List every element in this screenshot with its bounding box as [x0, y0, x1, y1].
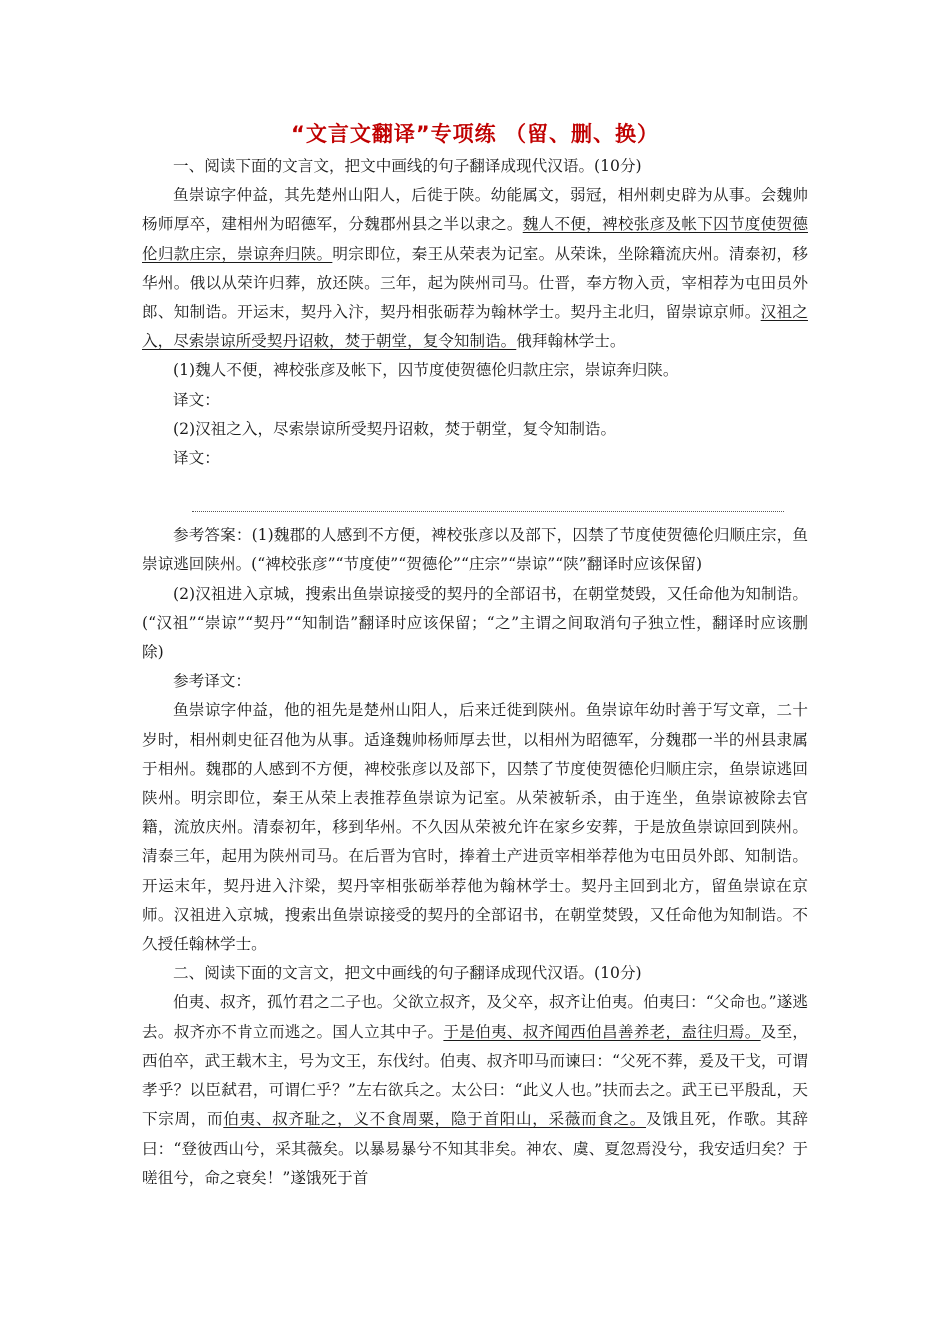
answer-space — [142, 473, 808, 502]
dotted-divider — [192, 511, 784, 512]
passage-text: 俄拜翰林学士。 — [516, 332, 626, 351]
translation-label-2: 译文： — [173, 449, 220, 468]
translation-label-1: 译文： — [173, 390, 220, 409]
underlined-sentence-4: 伯夷、叔齐耻之，义不食周粟，隐于首阳山，采薇而食之。 — [223, 1110, 647, 1129]
underlined-sentence-1: 魏人不便，裨校张彦及帐下囚节度使贺德伦归款庄宗，崇谅奔归陕。 — [142, 215, 808, 263]
reference-answer-2: (2)汉祖进入京城，搜索出鱼崇谅接受的契丹的全部诏书，在朝堂焚毁，又任命他为知制诰。(“汉祖”“崇谅”“契丹”“知制诰”翻译时应该保留；“之”主谓之间取消句子独立性，翻译时应该删除) — [142, 584, 808, 662]
page-title: “文言文翻译”专项练 （留、删、换） — [291, 122, 659, 146]
reference-translation: 鱼崇谅字仲益，他的祖先是楚州山阳人，后来迁徙到陕州。鱼崇谅年幼时善于写文章，二十岁时，相州刺史征召他为从事。适逢魏帅杨师厚去世，以相州为昭德军，分魏郡一半的州县隶属于相州。魏郡的人感到不方便，裨校张彦以及部下，囚禁了节度使贺德伦归顺庄宗，鱼崇谅逃回陕州。明宗即位，秦王从荣上表推荐鱼崇谅为记室。从荣被斩杀，由于连坐，鱼崇谅被除去官籍，流放庆州。清泰初年，移到华州。不久因从荣被允许在家乡安葬，于是放鱼崇谅回到陕州。清泰三年，起用为陕州司马。在后晋为官时，捧着土产进贡宰相举荐他为屯田员外郎、知制诰。开运末年，契丹进入汴梁，契丹宰相张砺举荐他为翰林学士。契丹主回到北方，留鱼崇谅在京师。汉祖进入京城，搜索出鱼崇谅接受的契丹的全部诏书，在朝堂焚毁，又任命他为知制诰。不久授任翰林学士。 — [142, 701, 808, 954]
section1-passage — [142, 181, 808, 356]
underlined-sentence-2: 汉祖之入，尽索崇谅所受契丹诏敕，焚于朝堂，复令知制诰。 — [142, 303, 808, 351]
question-2: (2)汉祖之入，尽索崇谅所受契丹诏敕，焚于朝堂，复令知制诰。 — [173, 419, 617, 438]
section1-heading: 一、阅读下面的文言文，把文中画线的句子翻译成现代汉语。(10分) — [173, 157, 642, 175]
passage-text: 明宗即位，秦王从荣表为记室。从荣诛，坐除籍流庆州。清泰初，移华州。俄以从荣许归葬，放还陕。三年，起为陕州司马。仕晋，奉方物入贡，宰相荐为屯田员外郎、知制诰。开运末，契丹入汴，契丹相张砺荐为翰林学士。契丹主北归，留崇谅京师。 — [142, 244, 808, 322]
passage-text: 鱼崇谅字仲益，其先楚州山阳人，后徙于陕。幼能属文，弱冠，相州刺史辟为从事。会魏帅杨师厚卒，建相州为昭德军，分魏郡州县之半以隶之。 — [142, 186, 808, 234]
reference-translation-label: 参考译文： — [173, 672, 251, 691]
passage-text: 伯夷、叔齐，孤竹君之二子也。父欲立叔齐，及父卒，叔齐让伯夷。伯夷曰：“父命也。”遂逃去。叔齐亦不肯立而逃之。国人立其中子。 — [142, 993, 808, 1041]
document-body — [142, 152, 808, 1193]
section2-heading: 二、阅读下面的文言文，把文中画线的句子翻译成现代汉语。(10分) — [173, 964, 642, 983]
passage-text: 及至，西伯卒，武王载木主，号为文王，东伐纣。伯夷、叔齐叩马而谏曰：“父死不葬，爰及干戈，可谓孝乎？以臣弑君，可谓仁乎？”左右欲兵之。太公曰：“此义人也。”扶而去之。武王已平殷乱，天下宗周，而 — [142, 1022, 808, 1129]
underlined-sentence-3: 于是伯夷、叔齐闻西伯昌善养老，盍往归焉。 — [443, 1022, 761, 1041]
passage-text: 及饿且死，作歌。其辞曰：“登彼西山兮，采其薇矣。以暴易暴兮不知其非矣。神农、虞、夏忽焉没兮，我安适归矣？于嗟徂兮，命之衰矣！”遂饿死于首 — [142, 1110, 808, 1187]
reference-answer-1: 参考答案：(1)魏郡的人感到不方便，裨校张彦以及部下，囚禁了节度使贺德伦归顺庄宗，鱼崇谅逃回陕州。(“裨校张彦”“节度使”“贺德伦”“庄宗”“崇谅”“陕”翻译时应该保留) — [142, 526, 808, 574]
question-1: (1)魏人不便，裨校张彦及帐下，囚节度使贺德伦归款庄宗，崇谅奔归陕。 — [173, 361, 679, 380]
section2-passage — [142, 988, 808, 1192]
